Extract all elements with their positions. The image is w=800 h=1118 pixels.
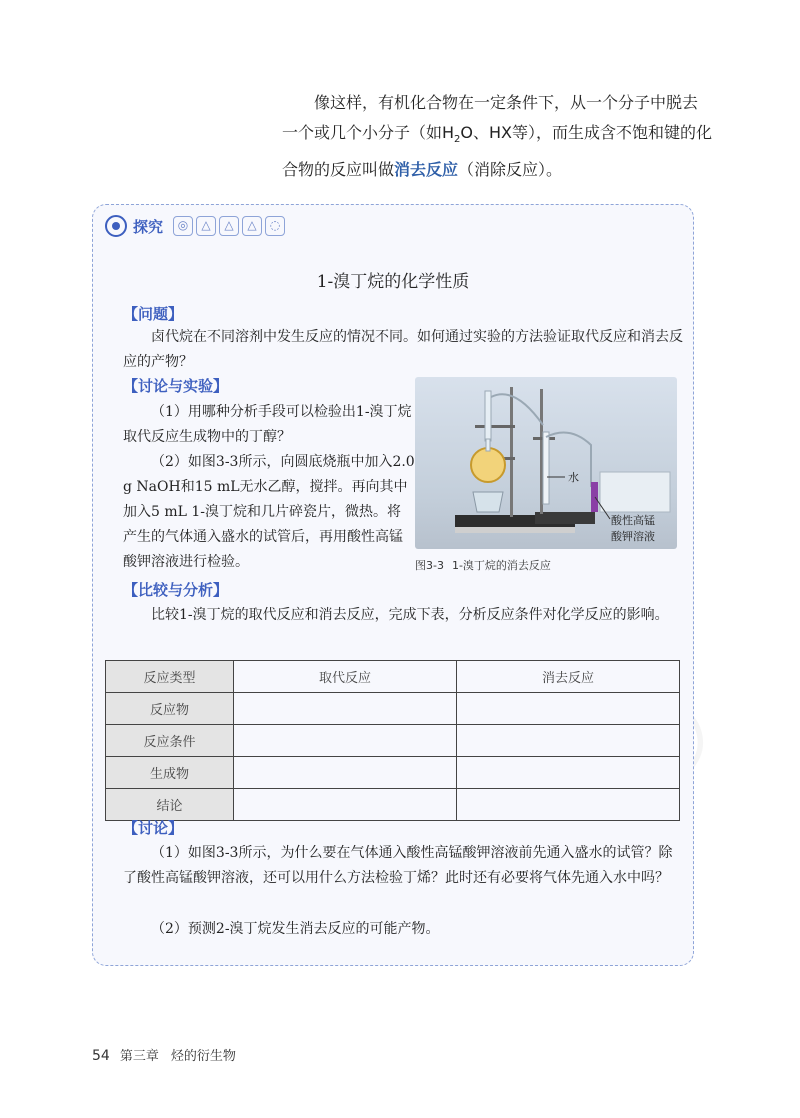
table-header-cell: 取代反应 (234, 661, 457, 693)
apparatus-photo (415, 377, 677, 549)
table-cell (234, 757, 457, 789)
explore-label: 探究 (133, 217, 164, 236)
compare-heading: 【比较与分析】 (123, 581, 229, 599)
intro-subscript: 2 (454, 134, 461, 146)
table-row (106, 725, 680, 757)
table-cell (457, 757, 680, 789)
explore-box (92, 204, 694, 966)
safety-icons (173, 216, 285, 236)
table-row-label: 生成物 (106, 757, 234, 789)
apparatus-illustration (415, 377, 677, 549)
label-water: 水 (568, 471, 579, 484)
hazard-icon: △ (242, 216, 262, 236)
intro-text-3: （消除反应）。 (458, 160, 563, 180)
chapter-number: 第三章 (119, 1049, 159, 1064)
intro-text-2: O、HX等），而生成含不饱和键的化合物的反应叫做 (282, 123, 713, 180)
explore-title: 1-溴丁烷的化学性质 (316, 272, 470, 292)
discuss-heading: 【讨论】 (123, 819, 184, 837)
table-cell (234, 789, 457, 821)
compare-text: 比较1-溴丁烷的取代反应和消去反应，完成下表，分析反应条件对化学反应的影响。 (151, 607, 669, 623)
intro-text-1: 像这样，有机化合物在一定条件下，从一个分子中脱去一个或几个小分子（如H (282, 93, 699, 142)
comparison-table (105, 660, 680, 821)
table-header-cell: 反应类型 (106, 661, 234, 693)
explore-target-icon (105, 215, 127, 237)
page-number: 54 (92, 1048, 110, 1064)
table-cell (457, 789, 680, 821)
table-header-row (106, 661, 680, 693)
experiment-step-1: （1）用哪种分析手段可以检验出1-溴丁烷取代反应生成物中的丁醇？ (123, 404, 412, 445)
explore-header (105, 215, 285, 237)
label-kmno4-line2: 酸钾溶液 (611, 530, 655, 543)
discuss-question-2: （2）预测2-溴丁烷发生消去反应的可能产物。 (151, 921, 440, 937)
figure-caption (415, 557, 551, 573)
goggles-icon: ◎ (173, 216, 193, 236)
table-cell (457, 693, 680, 725)
experiment-heading: 【讨论与实验】 (123, 377, 229, 395)
label-kmno4-line1: 酸性高锰 (611, 514, 655, 527)
caption-number: 图3-3 (415, 559, 444, 572)
table-cell (234, 693, 457, 725)
table-row (106, 693, 680, 725)
caution-icon: △ (219, 216, 239, 236)
table-cell (457, 725, 680, 757)
page-footer (92, 1045, 236, 1064)
table-row (106, 757, 680, 789)
table-row (106, 789, 680, 821)
table-row-label: 反应条件 (106, 725, 234, 757)
term-elimination: 消去反应 (394, 160, 459, 180)
warning-icon: △ (196, 216, 216, 236)
intro-paragraph (282, 88, 712, 185)
table-row-label: 反应物 (106, 693, 234, 725)
caption-text: 1-溴丁烷的消去反应 (451, 559, 551, 572)
table-header-cell: 消去反应 (457, 661, 680, 693)
question-text: 卤代烷在不同溶剂中发生反应的情况不同。如何通过实验的方法验证取代反应和消去反应的产物？ (123, 329, 683, 370)
hand-wash-icon: ◌ (265, 216, 285, 236)
table-row-label: 结论 (106, 789, 234, 821)
question-heading: 【问题】 (123, 305, 184, 323)
table-cell (234, 725, 457, 757)
chapter-title: 烃的衍生物 (170, 1049, 236, 1064)
discuss-question-1: （1）如图3-3所示，为什么要在气体通入酸性高锰酸钾溶液前先通入盛水的试管？除了酸性高锰酸钾溶液，还可以用什么方法检验丁烯？此时还有必要将气体先通入水中吗？ (123, 845, 673, 886)
experiment-step-2: （2）如图3-3所示，向圆底烧瓶中加入2.0 g NaOH和15 mL无水乙醇，搅拌。再向其中加入5 mL 1-溴丁烷和几片碎瓷片，微热。将产生的气体通入盛水的试管后，再用酸性高锰酸钾溶液进行检验。 (123, 454, 415, 570)
